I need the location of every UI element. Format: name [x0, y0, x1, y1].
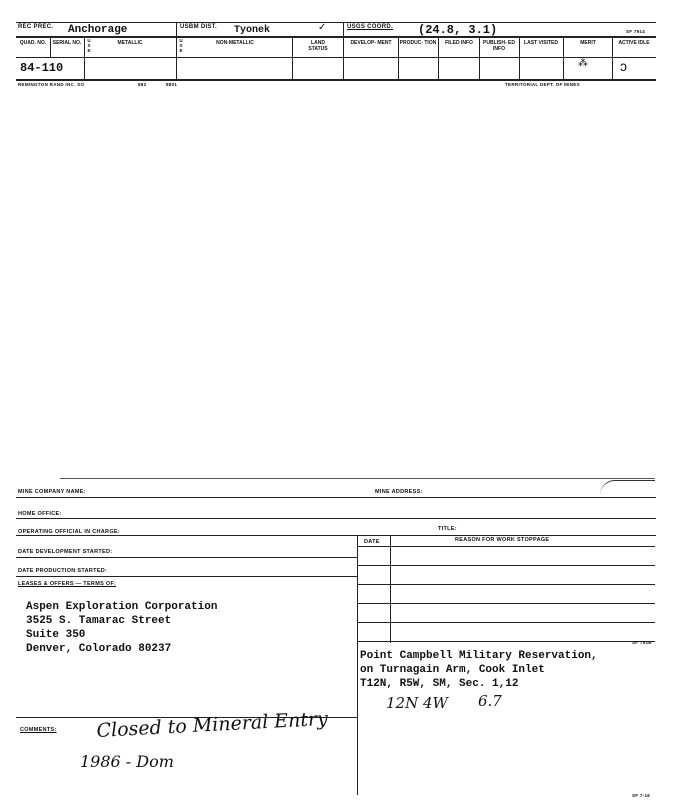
- lessee-line1: Aspen Exploration Corporation: [26, 601, 218, 613]
- use-marks-a: U S E: [87, 38, 91, 53]
- col-non-metallic: NON-METALLIC: [216, 40, 254, 46]
- printer-code-2: 8801: [166, 82, 178, 87]
- home-office-label: HOME OFFICE:: [18, 511, 62, 517]
- date-col-label: DATE: [364, 539, 380, 545]
- form-code-bottom: SF 791B: [632, 640, 652, 645]
- col-published-info: PUBLISH- ED INFO: [483, 40, 515, 52]
- col-serial-no: SERIAL NO.: [52, 40, 82, 46]
- col-filed-info: FILED INFO: [445, 40, 473, 46]
- col-development: DEVELOP- MENT: [350, 40, 392, 46]
- form-code-top: SF 7914: [626, 29, 646, 34]
- usgs-coord-value: (24.8, 3.1): [418, 23, 498, 37]
- comment-handwritten-line2: 1986 - Dom: [80, 752, 174, 771]
- check-mark: ✓: [318, 22, 327, 33]
- record-number: 84-110: [20, 61, 64, 75]
- printer-line: REMINGTON RAND INC. SO: [18, 82, 85, 87]
- col-active-idle: ACTIVE IDLE: [618, 40, 650, 46]
- date-dev-started-label: DATE DEVELOPMENT STARTED:: [18, 549, 113, 555]
- operating-official-label: OPERATING OFFICIAL IN CHARGE:: [18, 529, 120, 535]
- location-handwritten-b: 6.7: [478, 692, 502, 710]
- mine-address-label: MINE ADDRESS:: [375, 489, 423, 495]
- location-block: [360, 649, 598, 691]
- use-marks-b: U S E: [179, 38, 183, 53]
- comment-handwritten-line1: Closed to Mineral Entry: [96, 707, 329, 742]
- col-merit: MERIT: [580, 40, 596, 46]
- col-last-visited: LAST VISITED: [524, 40, 558, 46]
- comments-label: COMMENTS:: [20, 727, 57, 733]
- date-prod-started-label: DATE PRODUCTION STARTED:: [18, 568, 108, 574]
- reason-col-label: REASON FOR WORK STOPPAGE: [455, 537, 550, 543]
- lessee-line3: Suite 350: [26, 629, 86, 641]
- active-mark: ↄ: [620, 58, 627, 74]
- location-handwritten-a: 12N 4W: [386, 694, 448, 712]
- col-metallic: METALLIC: [117, 40, 143, 46]
- col-land-status: LAND STATUS: [308, 40, 328, 52]
- lessee-line4: Denver, Colorado 80237: [26, 643, 172, 655]
- mine-company-name-label: MINE COMPANY NAME:: [18, 489, 86, 495]
- rec-prec-value: Anchorage: [68, 24, 128, 36]
- leases-label: LEASES & OFFERS — TERMS OF:: [18, 581, 117, 587]
- lessee-line2: 3525 S. Tamarac Street: [26, 615, 172, 627]
- title-label: TITLE:: [438, 526, 457, 532]
- location-line3: T12N, R5W, SM, Sec. 1,12: [360, 678, 519, 690]
- card-curl: [600, 480, 655, 495]
- department: TERRITORIAL DEPT. OF MINES: [505, 82, 580, 87]
- usgs-coord-label: USGS COORD.: [347, 24, 393, 30]
- usbm-dist-value: Tyonek: [234, 25, 271, 36]
- col-production: PRODUC- TION: [399, 40, 437, 46]
- usbm-dist-label: USBM DIST.: [180, 24, 218, 30]
- location-line2: on Turnagain Arm, Cook Inlet: [360, 664, 545, 676]
- rec-prec-label: REC PREC.: [18, 24, 54, 30]
- merit-mark: ⁂: [578, 58, 588, 69]
- footer-code: SF 7-16: [632, 793, 651, 798]
- printer-code-1: 882: [138, 82, 147, 87]
- col-quad-no: QUAD. NO.: [19, 40, 47, 46]
- location-line1: Point Campbell Military Reservation,: [360, 650, 598, 662]
- lessee-block: [26, 600, 217, 656]
